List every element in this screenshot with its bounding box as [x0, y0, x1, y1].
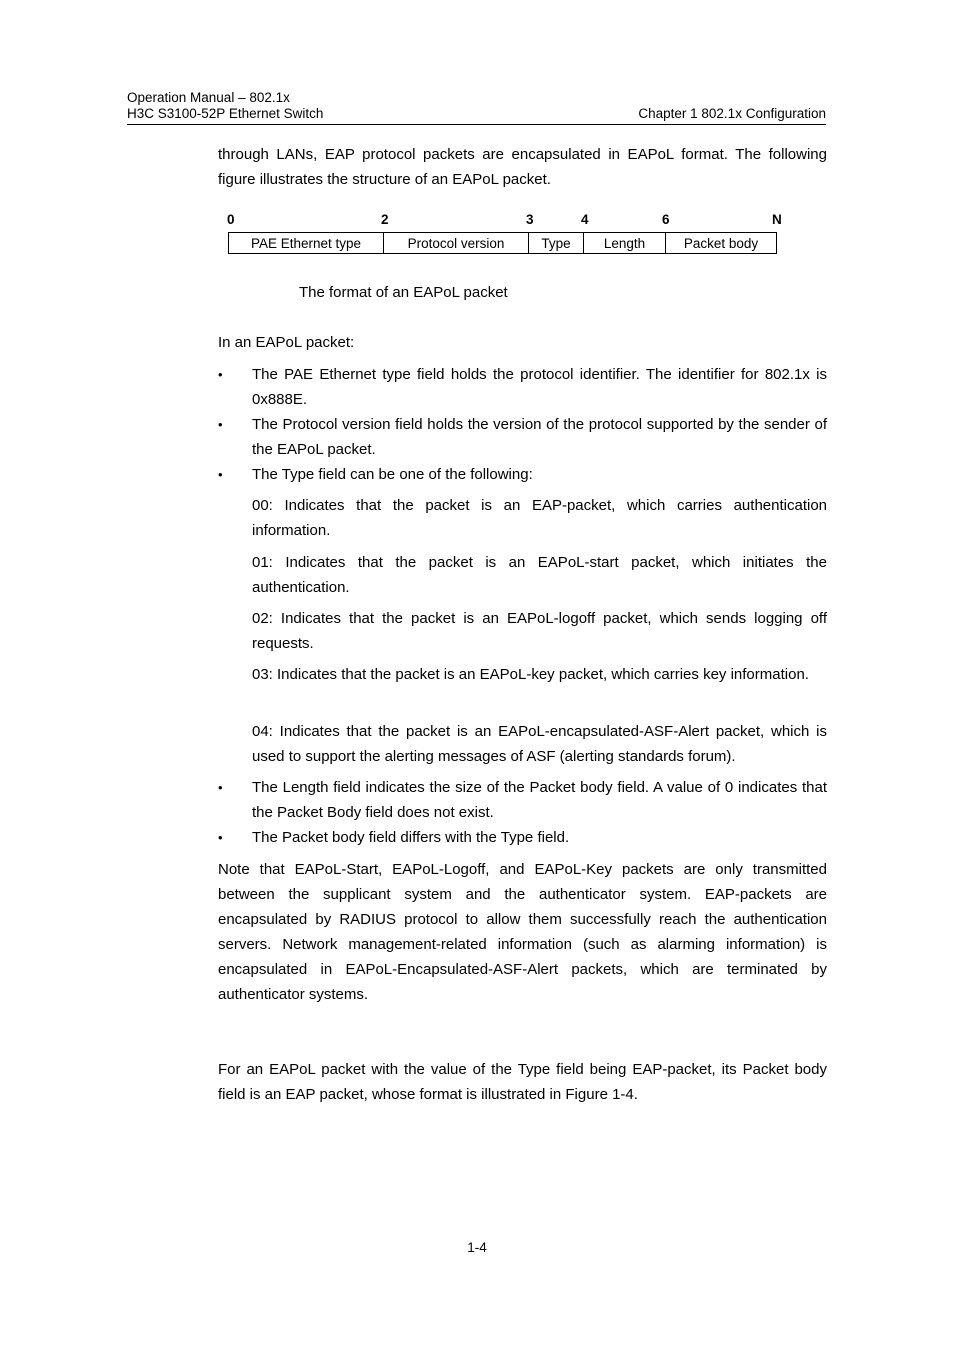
- bullet-icon: •: [218, 417, 223, 432]
- bullet-icon: •: [218, 780, 223, 795]
- note-paragraph: [218, 857, 827, 1007]
- final-paragraph: [218, 1057, 827, 1107]
- page-number: 1-4: [467, 1240, 487, 1255]
- offset-label: 0: [227, 212, 235, 227]
- type-value-item: 00: Indicates that the packet is an EAP-packet, which carries authentication information.: [252, 497, 827, 539]
- offset-label: 4: [581, 212, 589, 227]
- note-text: Note that EAPoL-Start, EAPoL-Logoff, and EAPoL-Key packets are only transmitted between the supplicant system and the authenticator system. EAP-packets are encapsulated by RADIUS protocol to allow them successfully reach the authentication servers. Network management-related information (such as alarming information) is encapsulated in EAPoL-Encapsulated-ASF-Alert packets, which are terminated by authenticator systems.: [218, 861, 827, 1003]
- list-item: [218, 825, 827, 850]
- list-item: [218, 775, 827, 825]
- final-text: For an EAPoL packet with the value of the Type field being EAP-packet, its Packet body field is an EAP packet, whose format is illustrated in Figure 1-4.: [218, 1061, 827, 1103]
- intro-paragraph: [218, 142, 827, 192]
- field-length: Length: [584, 233, 666, 254]
- header-chapter: Chapter 1 802.1x Configuration: [638, 106, 826, 121]
- bullet-icon: •: [218, 367, 223, 382]
- eapol-packet-diagram: [228, 212, 781, 256]
- lead-text: In an EAPoL packet:: [218, 334, 355, 351]
- offset-label: 2: [381, 212, 389, 227]
- field-pae-ethernet-type: PAE Ethernet type: [229, 233, 384, 254]
- type-value-item: 02: Indicates that the packet is an EAPoL-logoff packet, which sends logging off requests.: [252, 610, 827, 652]
- list-item-text: The Length field indicates the size of the Packet body field. A value of 0 indicates that the Packet Body field does not exist.: [252, 779, 827, 821]
- offset-label: 3: [526, 212, 534, 227]
- type-value-item: 01: Indicates that the packet is an EAPoL-start packet, which initiates the authentication.: [252, 554, 827, 596]
- field-protocol-version: Protocol version: [384, 233, 529, 254]
- lead-paragraph: [218, 330, 827, 355]
- packet-fields: [228, 232, 777, 254]
- header-divider: [127, 124, 826, 125]
- bullet-icon: •: [218, 467, 223, 482]
- page-header: [127, 90, 826, 122]
- field-type: Type: [529, 233, 584, 254]
- list-item: [218, 362, 827, 412]
- offset-label: 6: [662, 212, 670, 227]
- figure-caption: The format of an EAPoL packet: [299, 284, 508, 301]
- intro-text: through LANs, EAP protocol packets are encapsulated in EAPoL format. The following figure illustrates the structure of an EAPoL packet.: [218, 146, 827, 188]
- type-value-item: 04: Indicates that the packet is an EAPoL-encapsulated-ASF-Alert packet, which is used to support the alerting messages of ASF (alerting standards forum).: [252, 723, 827, 765]
- list-item: [218, 462, 827, 487]
- offset-label: N: [772, 212, 782, 227]
- list-item-text: The Type field can be one of the following:: [252, 466, 533, 483]
- byte-offsets: [228, 212, 781, 230]
- header-product-name: H3C S3100-52P Ethernet Switch: [127, 106, 324, 121]
- list-item-text: The Protocol version field holds the version of the protocol supported by the sender of the EAPoL packet.: [252, 416, 827, 458]
- bullet-icon: •: [218, 830, 223, 845]
- list-item-text: The Packet body field differs with the Type field.: [252, 829, 570, 846]
- list-item-text: The PAE Ethernet type field holds the protocol identifier. The identifier for 802.1x is 0x888E.: [252, 366, 827, 408]
- type-value-item: 03: Indicates that the packet is an EAPoL-key packet, which carries key information.: [252, 666, 809, 683]
- header-manual-title: Operation Manual – 802.1x: [127, 90, 290, 105]
- list-item: [218, 412, 827, 462]
- field-packet-body: Packet body: [683, 236, 759, 251]
